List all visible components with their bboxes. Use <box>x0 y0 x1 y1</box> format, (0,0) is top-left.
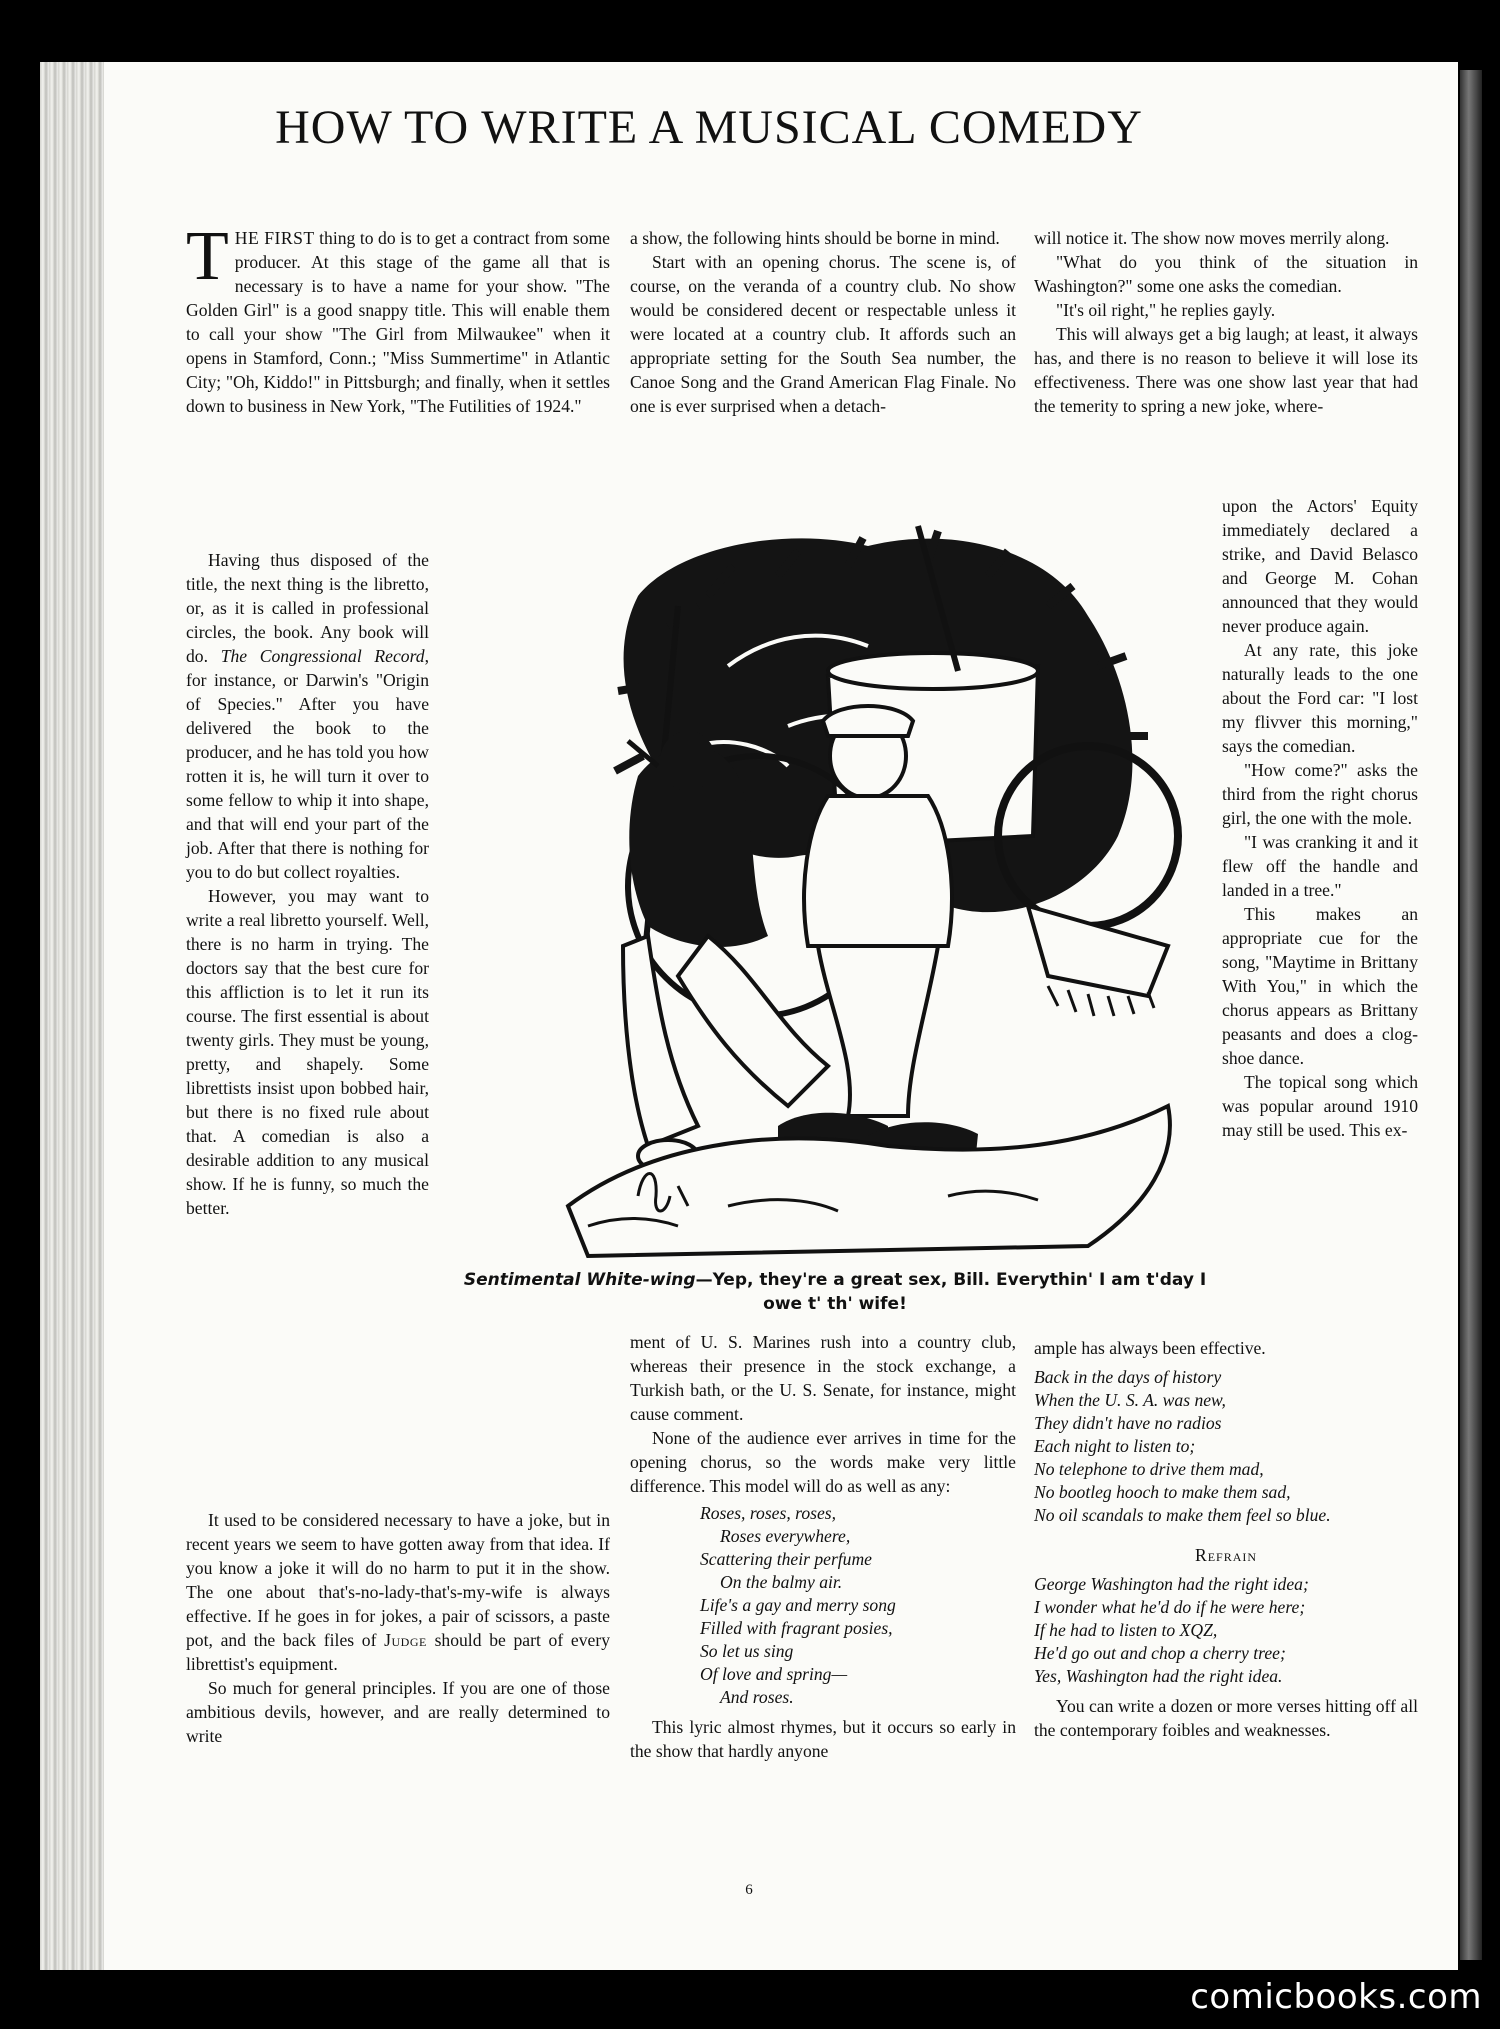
poem-line: Life's a gay and merry song <box>700 1595 896 1615</box>
column-3-top <box>1034 226 1418 418</box>
lyric-line: Back in the days of history <box>1034 1367 1222 1387</box>
column-2-bottom <box>630 1330 1016 1763</box>
c3-paragraph-4b: upon the Actors' Equity immediately declared a strike, and David Belasco and George M. Cohan announced that they would never produce again. <box>1222 496 1418 636</box>
c3-paragraph-1: will notice it. The show now moves merrily along. <box>1034 228 1390 248</box>
c3-paragraph-2: "What do you think of the situation in Washington?" some one asks the comedian. <box>1034 252 1418 296</box>
paragraph-4-rest: should be part of every librettist's equipment. <box>186 1630 610 1674</box>
illustration-caption <box>455 1268 1215 1316</box>
topical-song-lyric <box>1034 1366 1418 1527</box>
refrain-line: I wonder what he'd do if he were here; <box>1034 1597 1306 1617</box>
c2-paragraph-3: ment of U. S. Marines rush into a country club, whereas their presence in the stock exchange, a Turkish bath, or the U. S. Senate, for instance, might cause comment. <box>630 1332 1016 1424</box>
c3-paragraph-4: This will always get a big laugh; at least, it always has, and there is no reason to believe it will lose its effectiveness. There was one show last year that had the temerity to spring a new joke, where- <box>1034 324 1418 416</box>
c3-paragraph-5: At any rate, this joke naturally leads to the one about the Ford car: "I lost my flivver this morning," says the comedian. <box>1222 640 1418 756</box>
lyric-line: No oil scandals to make them feel so blue. <box>1034 1505 1331 1525</box>
c3-paragraph-3: "It's oil right," he replies gayly. <box>1056 300 1276 320</box>
c3-paragraph-11: You can write a dozen or more verses hitting off all the contemporary foibles and weaknesses. <box>1034 1696 1418 1740</box>
column-3-narrow <box>1222 494 1418 1142</box>
paragraph-4: It used to be considered necessary to have a joke, but in recent years we seem to have gotten away from that idea. If you know a joke it will do no harm to put it in the show. The one about that's-no-lady-that's-my-wife is always effective. If he goes in for jokes, a pair of scissors, a paste pot, and the back files of <box>186 1510 610 1650</box>
watermark: comicbooks.com <box>1190 1977 1482 2017</box>
refrain-line: George Washington had the right idea; <box>1034 1574 1309 1594</box>
binding-shadow <box>1460 70 1482 1960</box>
refrain-line: Yes, Washington had the right idea. <box>1034 1666 1283 1686</box>
paragraph-1: thing to do is to get a contract from some producer. At this stage of the game all that is necessary is to have a name for your show. "The Golden Girl" is a good snappy title. This will enable them to call your show "The Girl from Milwaukee" when it opens in Stamford, Conn.; "Miss Summertime" in Atlantic City; "Oh, Kiddo!" in Pittsburgh; and finally, when it settles down to business in New York, "The Futilities of 1924." <box>186 228 610 416</box>
lyric-line: They didn't have no radios <box>1034 1413 1222 1433</box>
poem-line: And roses. <box>720 1687 794 1707</box>
page-number: 6 <box>745 1882 753 1898</box>
drop-cap: T <box>186 218 229 295</box>
column-1-top <box>186 218 610 418</box>
poem-line: Roses, roses, roses, <box>700 1503 837 1523</box>
lyric-line: No bootleg hooch to make them sad, <box>1034 1482 1291 1502</box>
opening-chorus-poem <box>700 1502 1016 1709</box>
opening-smallcaps: HE FIRST <box>234 228 315 248</box>
c2-paragraph-2: Start with an opening chorus. The scene is, of course, on the veranda of a country club. No show would be considered decent or respectable unless it were located at a country club. It affords such an appropriate setting for the South Sea number, the Canoe Song and the Grand American Flag Finale. No one is ever surprised when a detach- <box>630 252 1016 416</box>
paragraph-3: However, you may want to write a real libretto yourself. Well, there is no harm in trying. The doctors say that the best cure for this affliction is to let it run its course. The first essential is about twenty girls. They must be young, pretty, and shapely. Some librettists insist upon bobbed hair, but there is no fixed rule about that. A comedian is also a desirable addition to any musical show. If he is funny, so much the better. <box>186 886 429 1218</box>
c3-paragraph-10: ample has always been effective. <box>1034 1338 1266 1358</box>
paragraph-2: Having thus disposed of the title, the next thing is the libretto, or, as it is called in professional circles, the book. Any book will do. <box>186 550 429 666</box>
refrain-heading: Refrain <box>1194 1545 1258 1565</box>
c3-paragraph-8: This makes an appropriate cue for the song, "Maytime in Brittany With You," in which the chorus appears as Brittany peasants and does a clog-shoe dance. <box>1222 904 1418 1068</box>
poem-line: On the balmy air. <box>720 1572 843 1592</box>
paragraph-2-rest: , for instance, or Darwin's "Origin of Species." After you have delivered the book to the producer, and he has told you how rotten it is, he will turn it over to some fellow to whip it into shape, and that will end your part of the job. After that there is nothing for you to do but collect royalties. <box>186 646 429 882</box>
caption-text: —Yep, they're a great sex, Bill. Everythin' I am t'day I owe t' th' wife! <box>695 1270 1207 1314</box>
refrain-lyric <box>1034 1573 1418 1688</box>
poem-line: Of love and spring— <box>700 1664 848 1684</box>
poem-line: So let us sing <box>700 1641 794 1661</box>
c3-paragraph-6: "How come?" asks the third from the right chorus girl, the one with the mole. <box>1222 760 1418 828</box>
paragraph-2-italic: The Congressional Record <box>220 646 425 666</box>
column-1-bottom <box>186 1508 610 1748</box>
c2-paragraph-4: None of the audience ever arrives in time for the opening chorus, so the words make very little difference. This model will do as well as any: <box>630 1428 1016 1496</box>
c3-paragraph-7: "I was cranking it and it flew off the handle and landed in a tree." <box>1222 832 1418 900</box>
column-2-top <box>630 226 1016 418</box>
refrain-line: He'd go out and chop a cherry tree; <box>1034 1643 1286 1663</box>
c2-paragraph-5: This lyric almost rhymes, but it occurs so early in the show that hardly anyone <box>630 1717 1016 1761</box>
paragraph-5: So much for general principles. If you are one of those ambitious devils, however, and are really determined to write <box>186 1678 610 1746</box>
c3-paragraph-9: The topical song which was popular around 1910 may still be used. This ex- <box>1222 1072 1418 1140</box>
lyric-line: When the U. S. A. was new, <box>1034 1390 1226 1410</box>
judge-name: Judge <box>384 1630 427 1650</box>
column-3-bottom <box>1034 1336 1418 1742</box>
article-title: HOW TO WRITE A MUSICAL COMEDY <box>275 101 1143 154</box>
c2-paragraph-1: a show, the following hints should be borne in mind. <box>630 228 1000 248</box>
lyric-line: Each night to listen to; <box>1034 1436 1196 1456</box>
column-1-narrow <box>186 548 429 1220</box>
page-stack-edge <box>40 62 104 1970</box>
refrain-line: If he had to listen to XQZ, <box>1034 1620 1218 1640</box>
poem-line: Scattering their perfume <box>700 1549 872 1569</box>
poem-line: Filled with fragrant posies, <box>700 1618 893 1638</box>
lyric-line: No telephone to drive them mad, <box>1034 1459 1264 1479</box>
poem-line: Roses everywhere, <box>720 1526 851 1546</box>
cartoon-illustration <box>528 506 1218 1262</box>
caption-lead: Sentimental White-wing <box>463 1270 696 1290</box>
